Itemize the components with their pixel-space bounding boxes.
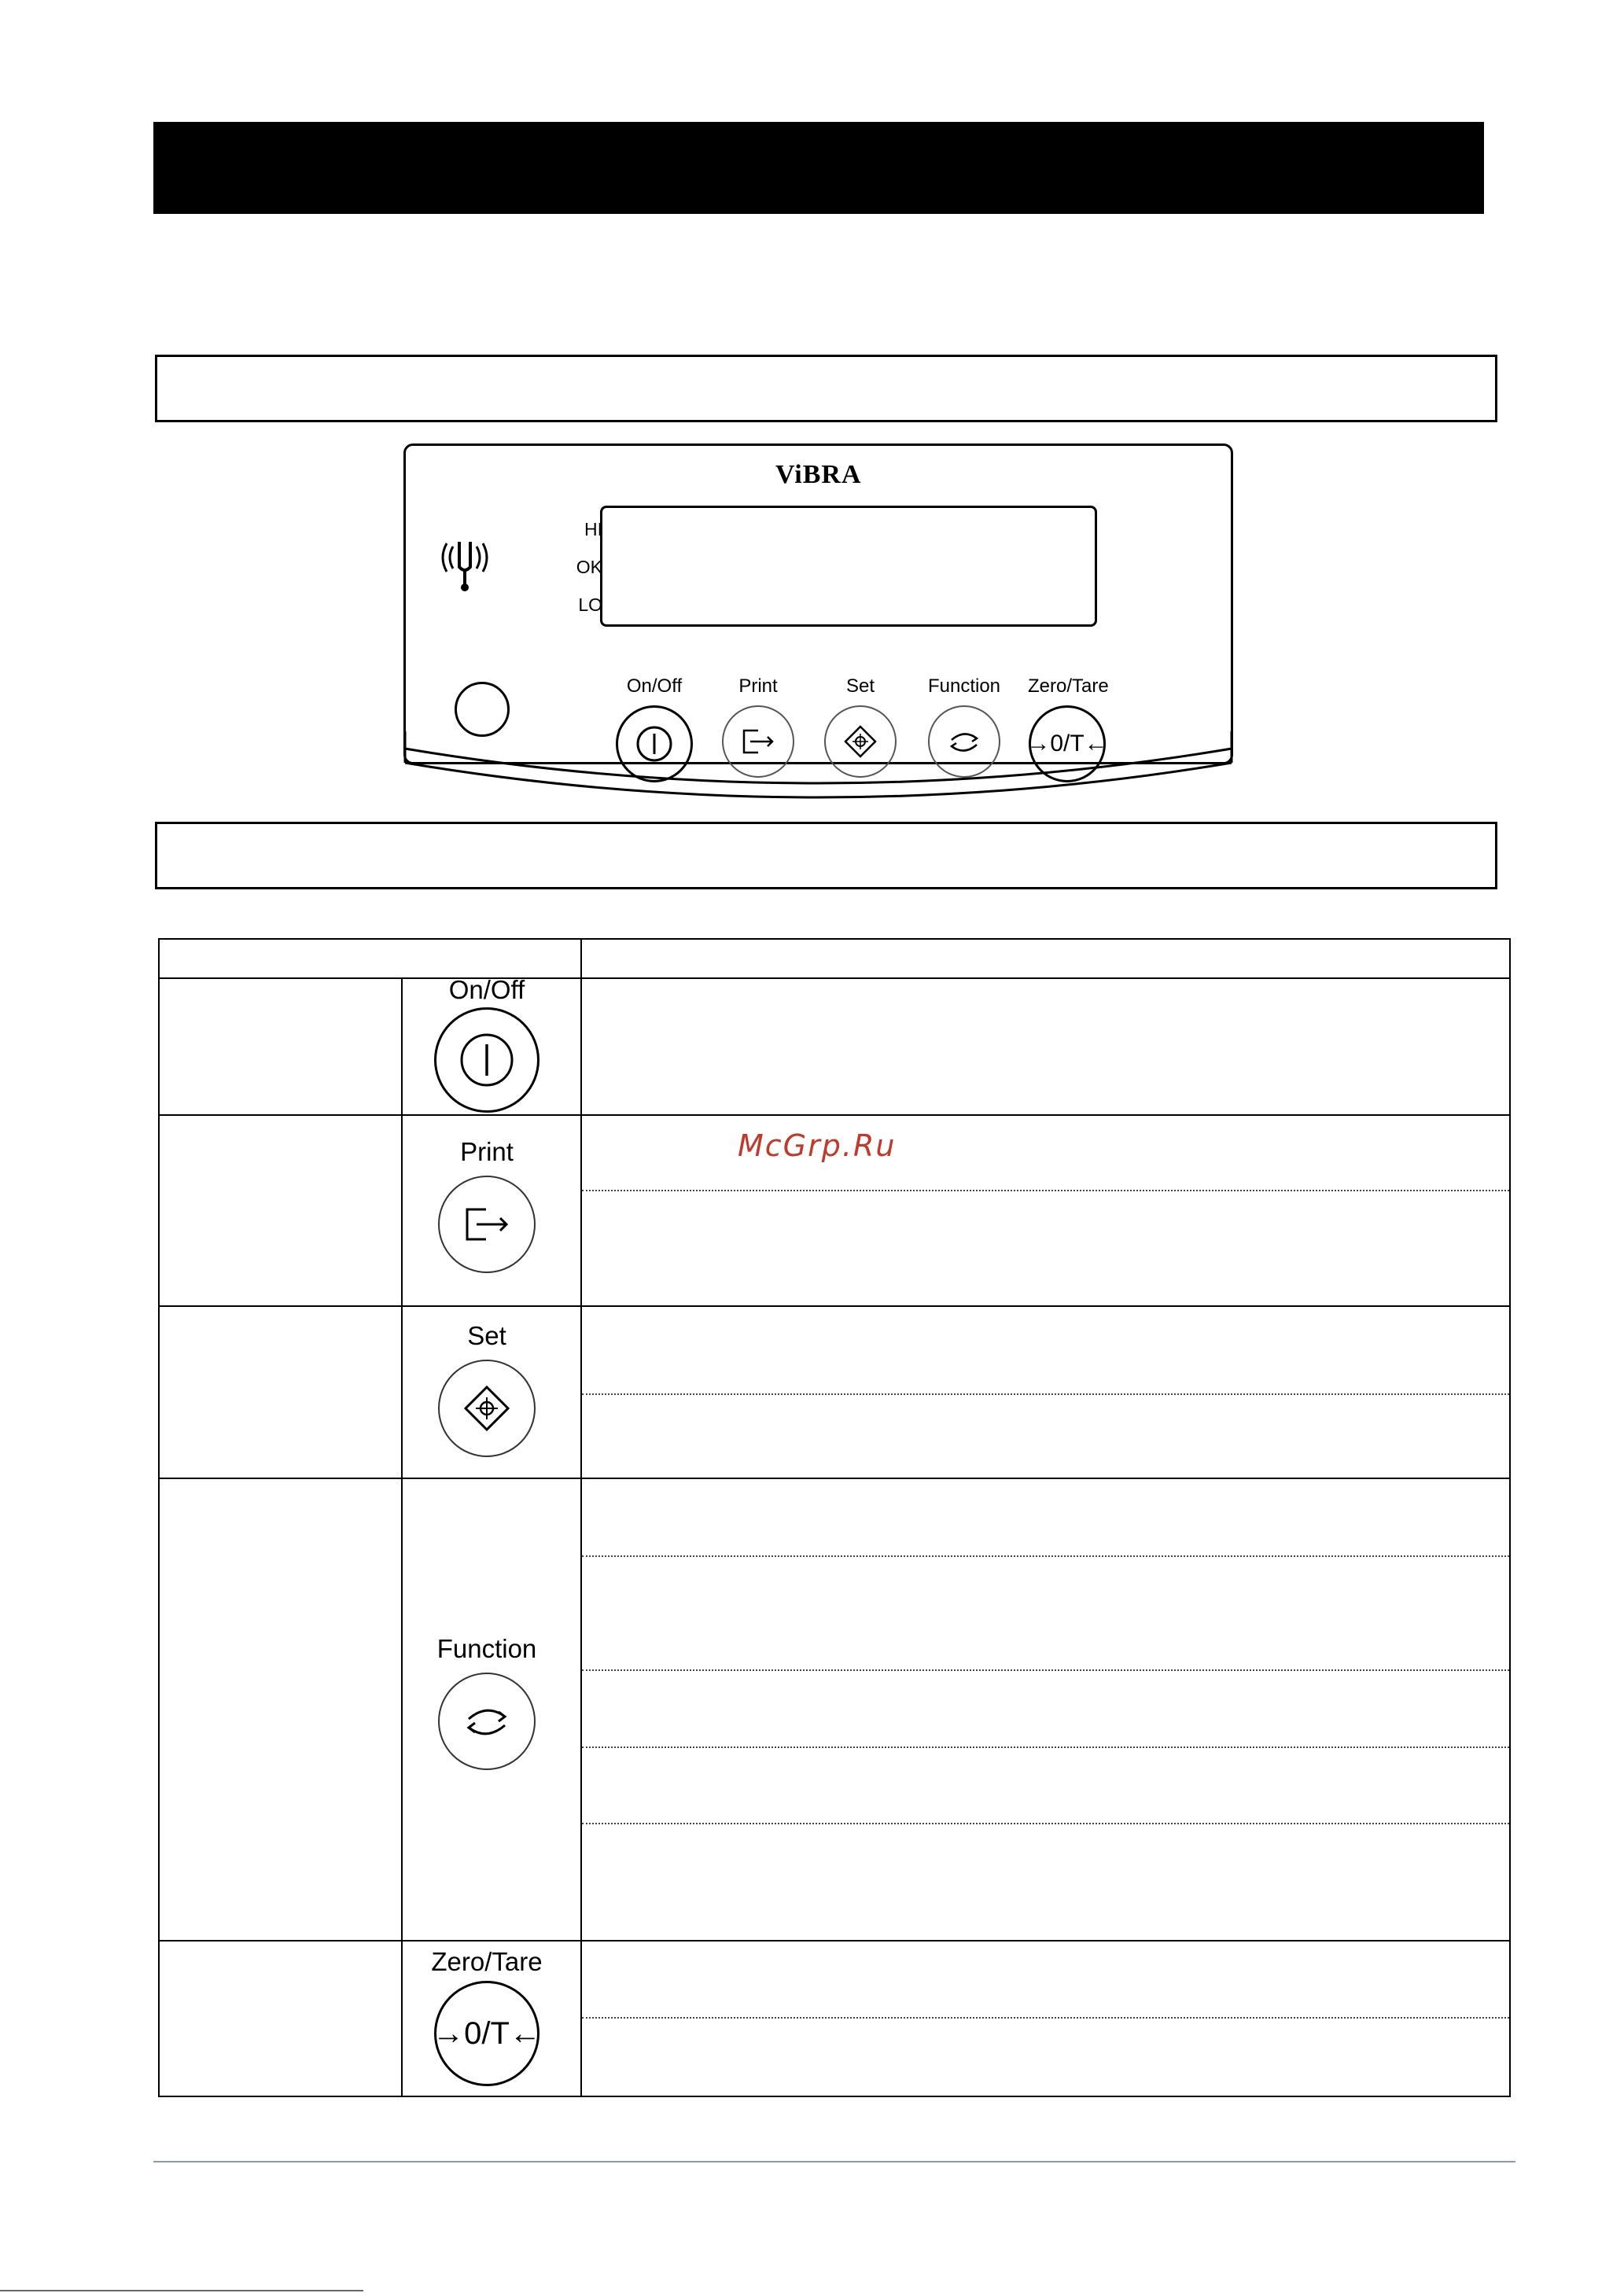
- table-key-function: [400, 1633, 574, 1770]
- table-row-rule: [160, 1940, 1509, 1942]
- indicator-hi: HI: [584, 519, 602, 539]
- table-key-label: On/Off: [448, 975, 525, 1004]
- table-sub-rule: [582, 2017, 1509, 2019]
- zero-tare-symbol: →0/T←: [433, 2015, 541, 2051]
- panel-key-label: Set: [845, 675, 875, 697]
- section-heading-box: [155, 355, 1497, 422]
- table-key-on-off: [400, 974, 574, 1113]
- status-indicators: [563, 510, 602, 624]
- panel-key-label: Function: [927, 675, 1001, 697]
- cycle-arrows-icon: [438, 1673, 536, 1770]
- print-arrow-icon: [438, 1176, 536, 1273]
- indicator-ok: OK: [576, 557, 602, 577]
- table-row-rule: [160, 1478, 1509, 1479]
- indicator-lo: LO: [578, 594, 602, 615]
- table-sub-rule: [582, 1669, 1509, 1671]
- zero-tare-symbol: →0/T←: [1026, 731, 1108, 756]
- watermark-text: McGrp.Ru: [738, 1128, 897, 1163]
- power-icon: [434, 1007, 539, 1113]
- section-heading-box: [155, 822, 1497, 889]
- zero-tare-icon: [434, 1981, 539, 2086]
- table-sub-rule: [582, 1746, 1509, 1748]
- table-row-rule: [160, 1305, 1509, 1307]
- table-column-rule: [580, 940, 582, 2096]
- panel-key-label: Zero/Tare: [1028, 675, 1109, 697]
- table-key-set: [400, 1320, 574, 1457]
- table-sub-rule: [582, 1190, 1509, 1191]
- tuning-fork-icon: [437, 536, 492, 595]
- table-row-rule: [160, 1114, 1509, 1116]
- brand-logo: ViBRA: [775, 460, 862, 489]
- table-key-label: Print: [460, 1137, 514, 1166]
- table-key-label: Function: [436, 1634, 537, 1663]
- lcd-display: [600, 506, 1097, 627]
- table-header-rule: [160, 977, 1509, 979]
- panel-key-label: Print: [738, 675, 778, 697]
- diamond-target-icon: [438, 1360, 536, 1457]
- table-key-label: Zero/Tare: [431, 1947, 543, 1976]
- level-bubble: [455, 682, 510, 737]
- display-panel-illustration: [403, 444, 1233, 764]
- key-function-table: [158, 938, 1511, 2097]
- table-sub-rule: [582, 1393, 1509, 1395]
- table-key-label: Set: [467, 1321, 506, 1350]
- table-key-print: [400, 1136, 574, 1273]
- footer-rule: [153, 2161, 1515, 2162]
- page-bottom-rule: [0, 2290, 363, 2291]
- panel-key-label: On/Off: [626, 675, 683, 697]
- table-key-zero-tare: [400, 1946, 574, 2086]
- table-sub-rule: [582, 1555, 1509, 1557]
- table-sub-rule: [582, 1823, 1509, 1824]
- panel-base-curve: [403, 731, 1233, 802]
- title-bar: [153, 122, 1484, 214]
